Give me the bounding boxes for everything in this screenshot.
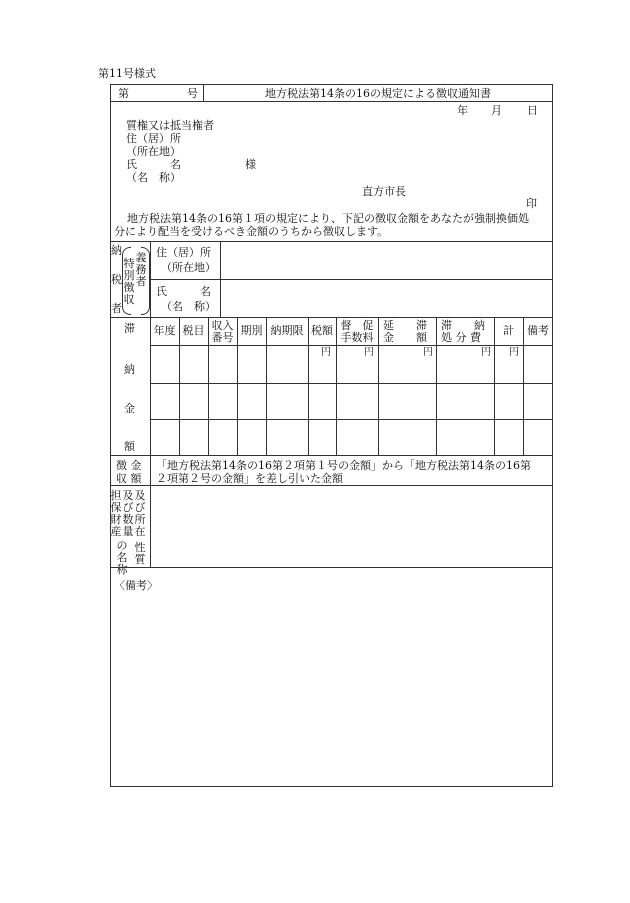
form-number: 第11号様式 (98, 67, 156, 80)
taxpayer-name-alt-label: （名 称） (161, 300, 216, 313)
col-header-year: 年度 (153, 324, 176, 337)
col-header-disposal-2: 処 分 費 (441, 331, 481, 344)
remarks-label: 〈備考〉 (114, 579, 158, 592)
taxpayer-outer-bot: 者 (111, 302, 122, 315)
security-label-col4: の名称 (116, 539, 128, 576)
date-month: 月 (491, 104, 502, 117)
addressee-name-label: 氏 名 (126, 158, 181, 171)
security-divider (150, 485, 151, 567)
arrears-bottom-line (110, 455, 553, 456)
col-line (237, 317, 238, 455)
table-header-bottom (150, 345, 553, 346)
col-line (308, 317, 309, 455)
taxpayer-outer-mid: 税 (111, 273, 122, 286)
security-label-col1: 担保財産 (110, 489, 122, 538)
header-bottom-line (110, 101, 553, 102)
notice-bottom-line (110, 241, 553, 242)
col-header-disposal-1: 滞 納 (441, 319, 485, 332)
col-header-delay-2: 金 額 (383, 331, 427, 344)
security-label-col5: 性質 (134, 541, 146, 566)
taxpayer-bottom-line (110, 317, 553, 318)
issuer-title: 直方市長 (362, 185, 406, 198)
yen-unit-delay: 円 (423, 347, 433, 358)
arrears-side-char-4: 額 (124, 440, 135, 453)
taxpayer-address-label: 住（居）所 (156, 246, 211, 259)
col-line (266, 317, 267, 455)
collection-label-2: 収 額 (116, 472, 142, 485)
col-line (378, 317, 379, 455)
notice-text-line2: 分により配当を受けるべき金額のうちから徴収します。 (114, 225, 389, 238)
holder-type: 質権又は抵当権者 (126, 119, 214, 132)
collection-text-line1: 「地方税法第14条の16第２項第１号の金額」から「地方税法第14条の16第 (156, 459, 531, 472)
issuer-seal: 印 (526, 197, 537, 210)
notice-text-line1: 地方税法第14条の16第１項の規定により、下記の徴収金額をあなたが強制換価処 (127, 212, 529, 225)
col-header-fee-1: 督 促 (340, 319, 374, 332)
taxpayer-inner-col1: 特別徴収 (123, 257, 135, 306)
date-year: 年 (457, 104, 468, 117)
collection-divider (150, 455, 151, 485)
yen-unit-disposal: 円 (481, 347, 491, 358)
table-row-line (150, 383, 553, 384)
col-header-delay-1: 延 滞 (383, 319, 427, 332)
yen-unit-total: 円 (509, 347, 519, 358)
col-header-receipt-no-2: 番号 (211, 331, 234, 344)
taxpayer-name-label: 氏 名 (156, 285, 211, 298)
col-header-tax-amount: 税額 (311, 324, 333, 337)
number-label-left: 第 (118, 87, 129, 100)
taxpayer-outer-top: 納 (111, 244, 122, 257)
collection-bottom-line (110, 485, 553, 486)
col-line (179, 317, 180, 455)
col-line (436, 317, 437, 455)
col-header-period: 期別 (240, 324, 263, 337)
col-header-remarks: 備考 (527, 324, 549, 337)
collection-label-1: 徴 金 (116, 459, 142, 472)
notice-form-frame (110, 84, 553, 787)
col-header-fee-2: 手数料 (340, 331, 374, 344)
yen-unit-tax: 円 (321, 347, 331, 358)
addressee-location-label: （所在地） (126, 145, 181, 158)
arrears-side-char-3: 金 (124, 402, 135, 415)
number-label-right: 号 (187, 87, 198, 100)
col-header-receipt-no-1: 収入 (211, 319, 234, 332)
table-row-line (150, 419, 553, 420)
arrears-side-char-2: 納 (124, 363, 135, 376)
taxpayer-mid-line (150, 279, 553, 280)
security-bottom-line (110, 567, 553, 568)
document-title: 地方税法第14条の16の規定による徴収通知書 (265, 87, 491, 100)
col-header-tax-item: 税目 (182, 324, 205, 337)
addressee-name-alt-label: （名 称） (126, 171, 181, 184)
col-header-total: 計 (503, 324, 514, 337)
col-line (494, 317, 495, 455)
taxpayer-inner-col2: 義務者 (135, 251, 147, 288)
security-label-col2: 及び数量 (122, 489, 134, 538)
taxpayer-location-label: （所在地） (161, 261, 216, 274)
collection-text-line2: ２項第２号の金額」を差し引いた金額 (156, 472, 343, 485)
col-header-due-date: 納期限 (270, 324, 304, 337)
addressee-address-label: 住（居）所 (126, 132, 181, 145)
col-line (150, 317, 151, 455)
col-line (523, 317, 524, 455)
addressee-honorific: 様 (245, 158, 256, 171)
arrears-side-char-1: 滞 (124, 322, 135, 335)
security-label-col3: 及び所在 (134, 489, 146, 538)
date-day: 日 (527, 104, 538, 117)
yen-unit-fee: 円 (364, 347, 374, 358)
